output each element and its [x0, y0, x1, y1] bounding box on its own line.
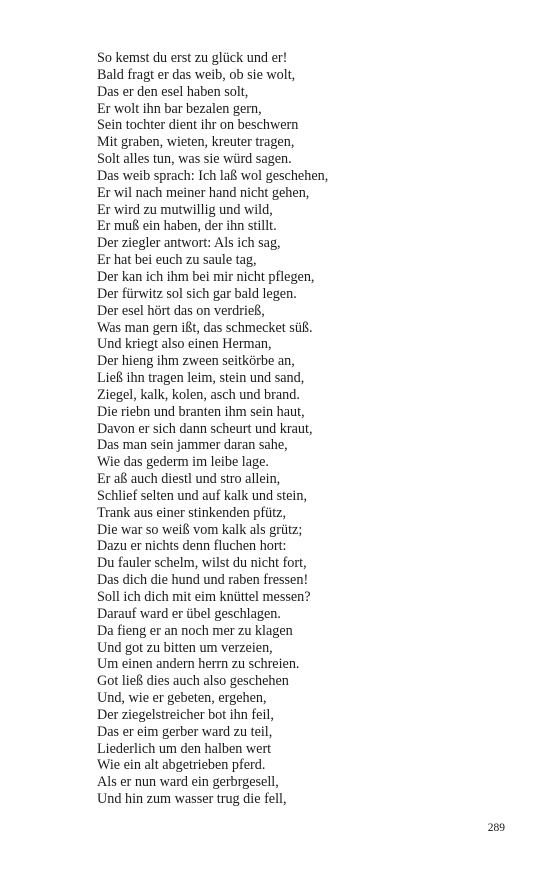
poem-line: Liederlich um den halben wert	[97, 740, 272, 757]
poem-line: Er wird zu mutwillig und wild,	[97, 201, 273, 218]
poem-line: Da fieng er an noch mer zu klagen	[97, 622, 293, 639]
poem-line: Sein tochter dient ihr on beschwern	[97, 117, 299, 134]
poem-line: Ließ ihn tragen leim, stein und sand,	[97, 370, 305, 387]
poem-line: Trank aus einer stinkenden pfütz,	[97, 504, 286, 521]
poem-line: Er wil nach meiner hand nicht gehen,	[97, 184, 310, 201]
poem-line: Der hieng ihm zween seitkörbe an,	[97, 353, 295, 370]
poem-line: Um einen andern herrn zu schreien.	[97, 656, 300, 673]
poem-line: Er aß auch diestl und stro allein,	[97, 471, 281, 488]
poem-line: Und kriegt also einen Herman,	[97, 336, 272, 353]
page-number: 289	[487, 822, 505, 834]
poem-line: Darauf ward er übel geschlagen.	[97, 605, 281, 622]
poem-line: Das er eim gerber ward zu teil,	[97, 723, 273, 740]
poem-line: Wie ein alt abgetrieben pferd.	[97, 757, 266, 774]
poem-text	[97, 50, 517, 808]
poem-line: Er hat bei euch zu saule tag,	[97, 252, 257, 269]
poem-line: Und got zu bitten um verzeien,	[97, 639, 273, 656]
poem-line: Und, wie er gebeten, ergehen,	[97, 690, 267, 707]
poem-line: Er wolt ihn bar bezalen gern,	[97, 100, 262, 117]
poem-line: So kemst du erst zu glück und er!	[97, 50, 288, 66]
poem-line: Der kan ich ihm bei mir nicht pflegen,	[97, 268, 315, 285]
poem-line: Dazu er nichts denn fluchen hort:	[97, 538, 287, 555]
poem-line: Wie das gederm im leibe lage.	[97, 454, 269, 471]
poem-line: Du fauler schelm, wilst du nicht fort,	[97, 555, 307, 572]
poem-line: Davon er sich dann scheurt und kraut,	[97, 420, 313, 437]
poem-line: Das weib sprach: Ich laß wol geschehen,	[97, 167, 329, 184]
poem-line: Der esel hört das on verdrieß,	[97, 302, 265, 319]
poem-line: Soll ich dich mit eim knüttel messen?	[97, 589, 311, 605]
poem-line: Got ließ dies auch also geschehen	[97, 673, 289, 690]
poem-line: Bald fragt er das weib, ob sie wolt,	[97, 66, 296, 83]
poem-line: Solt alles tun, was sie würd sagen.	[97, 151, 292, 168]
poem-line: Er muß ein haben, der ihn stillt.	[97, 218, 277, 235]
poem-line: Die war so weiß vom kalk als grütz;	[97, 521, 303, 538]
poem-line: Der fürwitz sol sich gar bald legen.	[97, 285, 297, 302]
poem-line: Das man sein jammer daran sahe,	[97, 437, 288, 454]
poem-line: Und hin zum wasser trug die fell,	[97, 791, 287, 808]
poem-line: Das er den esel haben solt,	[97, 83, 249, 100]
poem-line: Das dich die hund und raben fressen!	[97, 572, 309, 589]
poem-line: Der ziegler antwort: Als ich sag,	[97, 235, 281, 252]
poem-line: Die riebn und branten ihm sein haut,	[97, 403, 305, 420]
poem-line: Mit graben, wieten, kreuter tragen,	[97, 134, 295, 151]
poem-line: Der ziegelstreicher bot ihn feil,	[97, 706, 274, 723]
poem-line: Als er nun ward ein gerbrgesell,	[97, 774, 279, 791]
poem-line: Was man gern ißt, das schmecket süß.	[97, 319, 313, 336]
poem-line: Ziegel, kalk, kolen, asch und brand.	[97, 386, 300, 403]
poem-line: Schlief selten und auf kalk und stein,	[97, 487, 308, 504]
